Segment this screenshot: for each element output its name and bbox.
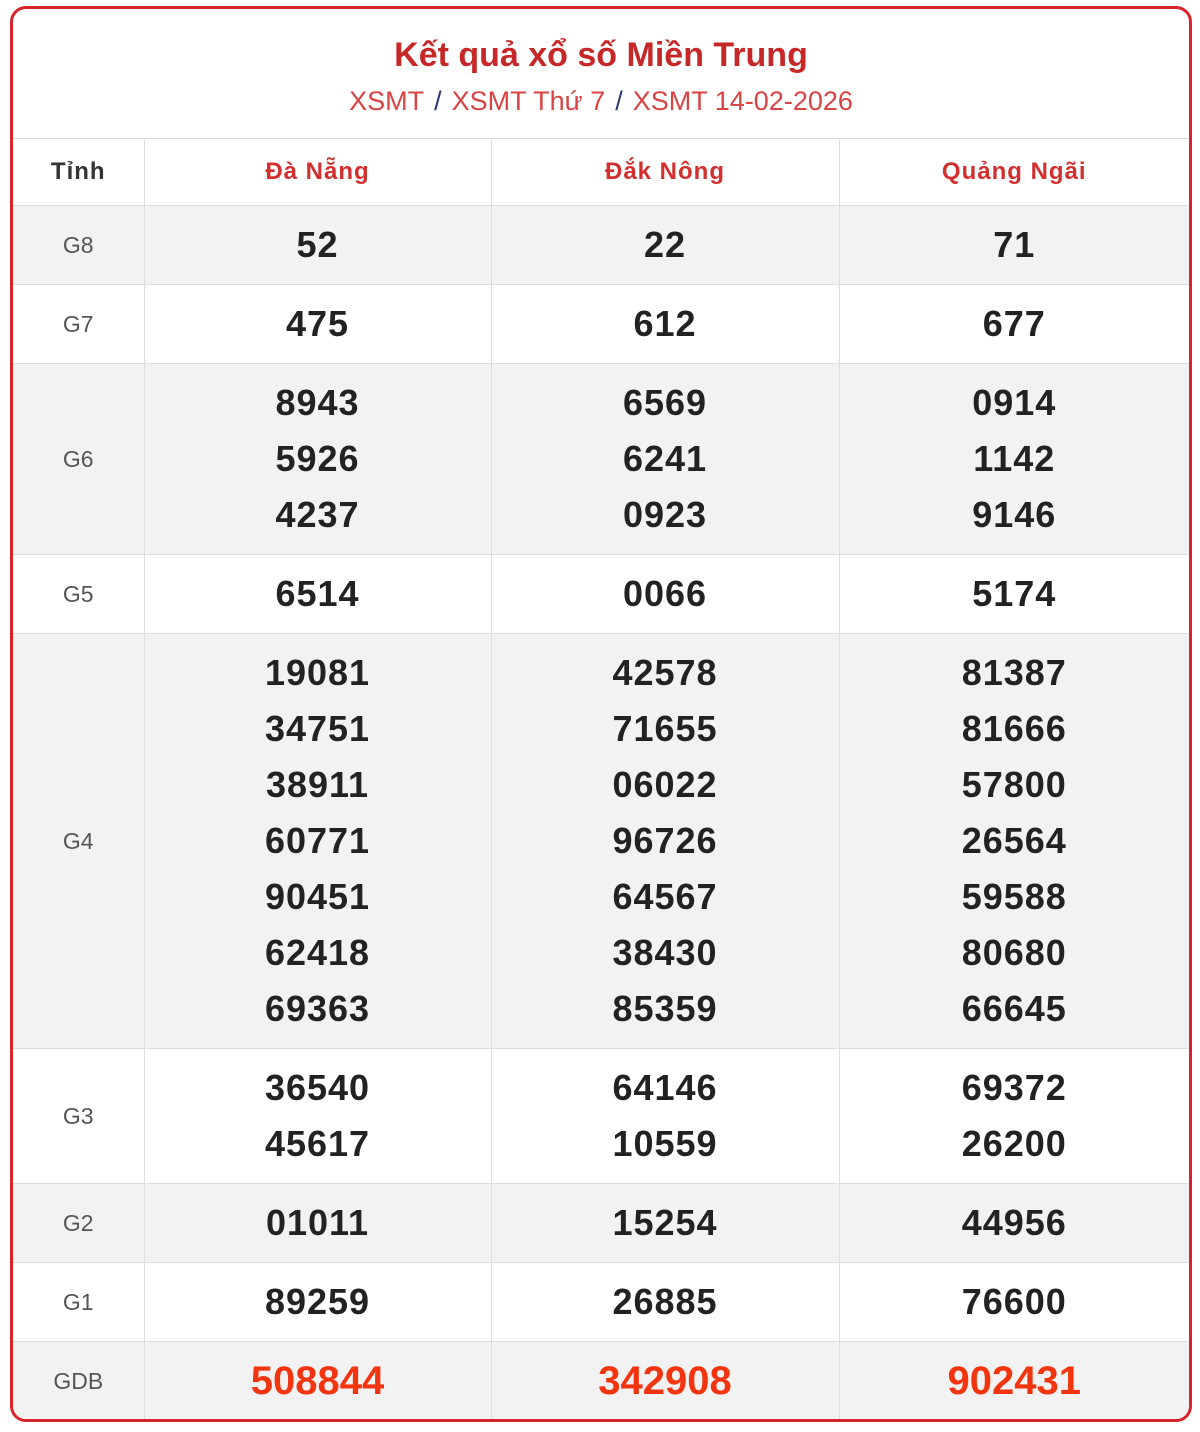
prize-label: G2 (13, 1184, 144, 1263)
breadcrumb-separator: / (615, 86, 623, 116)
prize-number: 5174 (972, 573, 1057, 614)
prize-label: G6 (13, 364, 144, 555)
column-header-dak-nong: Đắk Nông (491, 139, 839, 206)
prize-cell (839, 206, 1189, 285)
prize-cell (144, 555, 491, 634)
prize-number: 38430 (612, 932, 718, 973)
prize-cell (839, 555, 1189, 634)
prize-cell (491, 1049, 839, 1184)
prize-number: 10559 (612, 1123, 718, 1164)
prize-number: 57800 (961, 764, 1067, 805)
prize-row-g3 (13, 1049, 1189, 1184)
prize-number: 9146 (972, 494, 1057, 535)
prize-row-g1 (13, 1263, 1189, 1342)
prize-number: 90451 (264, 876, 371, 917)
prize-cell (491, 1263, 839, 1342)
prize-cell (491, 364, 839, 555)
page-title: Kết quả xổ số Miền Trung (394, 36, 808, 74)
table-header-row (13, 139, 1189, 206)
prize-cell (491, 285, 839, 364)
prize-row-g8 (13, 206, 1189, 285)
prize-number: 677 (982, 303, 1046, 344)
prize-number: 64146 (612, 1067, 718, 1108)
prize-cell (839, 634, 1189, 1049)
breadcrumb-separator: / (434, 86, 442, 116)
prize-number: 62418 (264, 932, 371, 973)
prize-cell (839, 1263, 1189, 1342)
prize-number: 80680 (961, 932, 1067, 973)
prize-cell (491, 1184, 839, 1263)
prize-cell (839, 1049, 1189, 1184)
prize-number: 81666 (961, 708, 1067, 749)
prize-cell (839, 285, 1189, 364)
column-header-province-label: Tỉnh (13, 139, 144, 206)
prize-number: 36540 (264, 1067, 371, 1108)
prize-cell (144, 1263, 491, 1342)
prize-number: 1142 (973, 438, 1056, 479)
prize-number: 22 (643, 224, 687, 265)
prize-cell (144, 1184, 491, 1263)
prize-number: 475 (285, 303, 350, 344)
prize-number: 6241 (622, 438, 708, 479)
prize-label: G3 (13, 1049, 144, 1184)
prize-number: 85359 (612, 988, 718, 1029)
prize-number: 71 (993, 224, 1036, 265)
prize-number: 06022 (612, 764, 718, 805)
prize-number: 38911 (265, 764, 370, 805)
prize-number: 4237 (275, 494, 360, 535)
prize-cell (144, 1049, 491, 1184)
prize-row-g7 (13, 285, 1189, 364)
prize-number: 0923 (622, 494, 708, 535)
prize-number: 89259 (264, 1281, 371, 1322)
results-card (10, 6, 1192, 1422)
jackpot-number: 902431 (947, 1359, 1081, 1403)
prize-number: 96726 (612, 820, 718, 861)
prize-row-g6 (13, 364, 1189, 555)
prize-number: 44956 (961, 1202, 1067, 1243)
prize-cell (144, 1342, 491, 1421)
prize-number: 34751 (264, 708, 371, 749)
prize-number: 8943 (275, 382, 360, 423)
prize-row-g4 (13, 634, 1189, 1049)
prize-cell (839, 1184, 1189, 1263)
prize-cell (144, 206, 491, 285)
prize-number: 64567 (612, 876, 718, 917)
prize-number: 66645 (961, 988, 1067, 1029)
prize-label: G8 (13, 206, 144, 285)
prize-label: G1 (13, 1263, 144, 1342)
prize-number: 52 (296, 224, 339, 265)
column-header-quang-ngai: Quảng Ngãi (839, 139, 1189, 206)
prize-number: 81387 (961, 652, 1067, 693)
column-header-da-nang: Đà Nẵng (144, 139, 491, 206)
prize-label: G5 (13, 555, 144, 634)
jackpot-number: 508844 (250, 1359, 385, 1403)
breadcrumb-link-xsmt[interactable]: XSMT (349, 86, 425, 116)
prize-row-g5 (13, 555, 1189, 634)
prize-row-g2 (13, 1184, 1189, 1263)
prize-number: 5926 (275, 438, 360, 479)
prize-cell (144, 285, 491, 364)
prize-number: 69363 (264, 988, 371, 1029)
breadcrumb (13, 85, 1189, 117)
prize-cell (491, 634, 839, 1049)
jackpot-number: 342908 (598, 1359, 732, 1403)
breadcrumb-link-xsmt-date[interactable]: XSMT 14-02-2026 (632, 86, 853, 116)
prize-number: 69372 (961, 1067, 1067, 1108)
prize-number: 71655 (612, 708, 718, 749)
prize-number: 612 (633, 303, 697, 344)
prize-cell (839, 1342, 1189, 1421)
prize-number: 76600 (961, 1281, 1067, 1322)
prize-label: G4 (13, 634, 144, 1049)
prize-number: 60771 (264, 820, 371, 861)
prize-number: 26564 (961, 820, 1067, 861)
prize-cell (491, 1342, 839, 1421)
prize-number: 42578 (612, 652, 718, 693)
prize-number: 26200 (961, 1123, 1067, 1164)
prize-number: 45617 (264, 1123, 371, 1164)
prize-number: 6569 (622, 382, 708, 423)
prize-label: G7 (13, 285, 144, 364)
prize-cell (839, 364, 1189, 555)
results-header (13, 9, 1189, 139)
prize-number: 6514 (275, 573, 360, 614)
breadcrumb-link-xsmt-thu-7[interactable]: XSMT Thứ 7 (451, 86, 606, 116)
prize-number: 01011 (265, 1202, 370, 1243)
prize-number: 26885 (612, 1281, 718, 1322)
prize-number: 19081 (264, 652, 371, 693)
results-table (13, 139, 1189, 1421)
prize-cell (144, 634, 491, 1049)
prize-row-gdb (13, 1342, 1189, 1421)
prize-label: GDB (13, 1342, 144, 1421)
prize-number: 0914 (972, 382, 1057, 423)
prize-cell (491, 555, 839, 634)
prize-number: 59588 (961, 876, 1067, 917)
prize-number: 0066 (622, 573, 708, 614)
prize-cell (491, 206, 839, 285)
prize-cell (144, 364, 491, 555)
results-body (13, 206, 1189, 1421)
prize-number: 15254 (612, 1202, 718, 1243)
